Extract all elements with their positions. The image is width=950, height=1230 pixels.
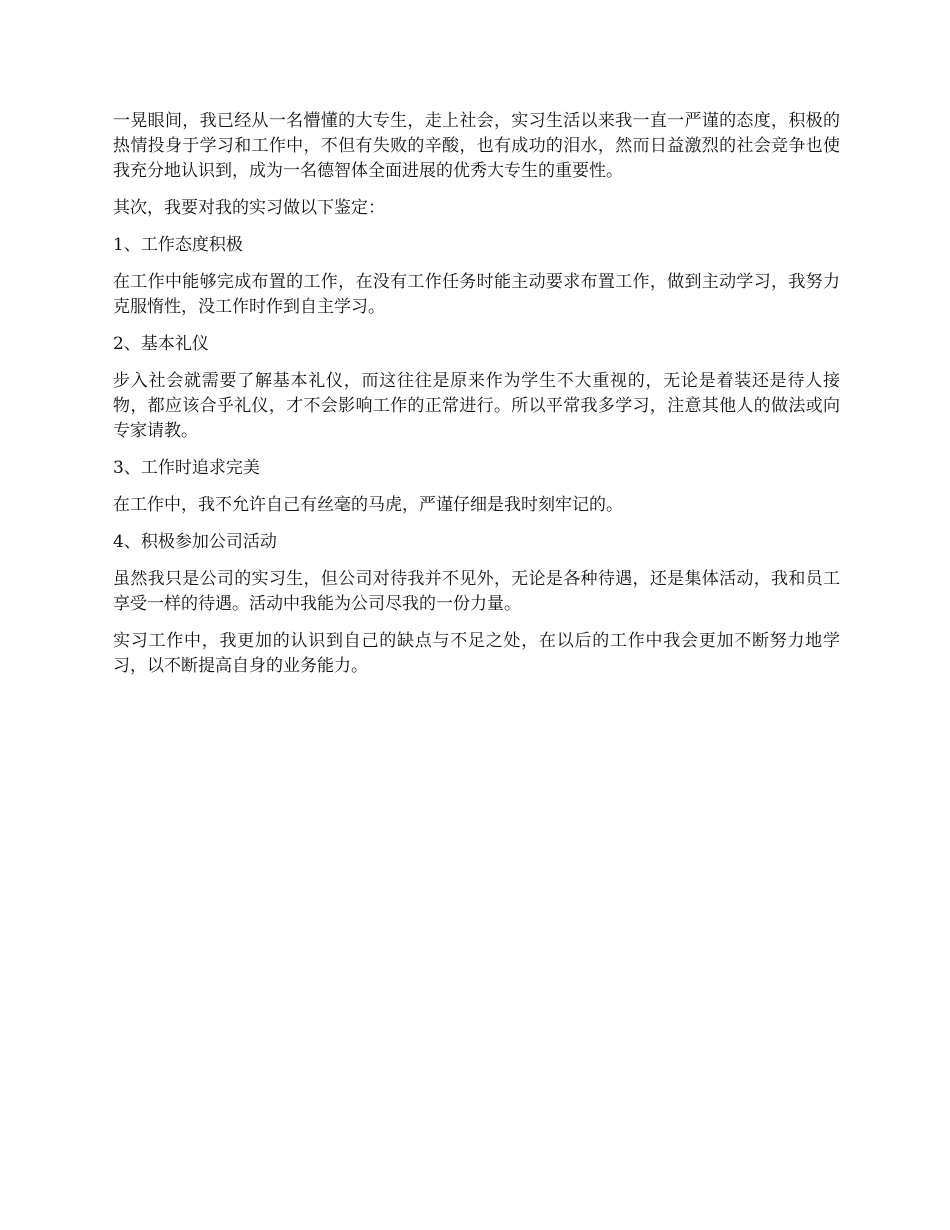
document-body [113, 109, 840, 691]
summary-lead-paragraph: 其次，我要对我的实习做以下鉴定： [113, 198, 385, 218]
company-activities-paragraph: 虽然我只是公司的实习生，但公司对待我并不见外，无论是各种待遇，还是集体活动，我和员工享受一样的待遇。活动中我能为公司尽我的一份力量。 [113, 569, 840, 614]
section-heading-etiquette: 2、基本礼仪 [113, 334, 209, 354]
section-heading-work-attitude: 1、工作态度积极 [113, 235, 243, 255]
etiquette-paragraph: 步入社会就需要了解基本礼仪，而这往往是原来作为学生不大重视的，无论是着装还是待人接物，都应该合乎礼仪，才不会影响工作的正常进行。所以平常我多学习，注意其他人的做法或向专家请教。 [113, 371, 840, 441]
section-heading-perfection: 3、工作时追求完美 [113, 458, 260, 478]
conclusion-paragraph: 实习工作中，我更加的认识到自己的缺点与不足之处，在以后的工作中我会更加不断努力地学习，以不断提高自身的业务能力。 [113, 631, 840, 676]
section-heading-company-activities: 4、积极参加公司活动 [113, 532, 277, 552]
intro-paragraph: 一晃眼间，我已经从一名懵懂的大专生，走上社会，实习生活以来我一直一严谨的态度，积极的热情投身于学习和工作中，不但有失败的辛酸，也有成功的泪水，然而日益激烈的社会竞争也使我充分地认识到，成为一名德智体全面进展的优秀大专生的重要性。 [113, 111, 840, 181]
work-attitude-paragraph: 在工作中能够完成布置的工作，在没有工作任务时能主动要求布置工作，做到主动学习，我努力克服惰性，没工作时作到自主学习。 [113, 272, 840, 317]
perfection-paragraph: 在工作中，我不允许自己有丝毫的马虎，严谨仔细是我时刻牢记的。 [113, 495, 623, 515]
